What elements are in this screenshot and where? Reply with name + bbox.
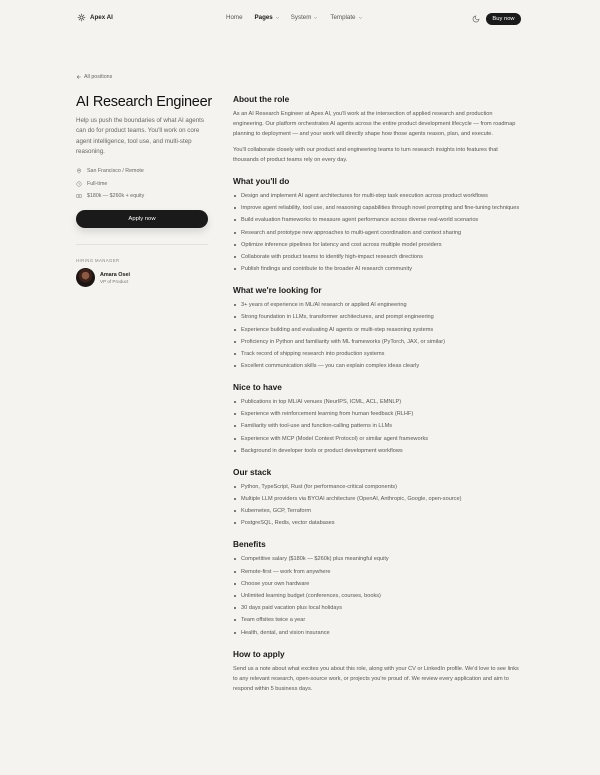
list-item: Improve agent reliability, tool use, and reasoning capabilities through novel prompting and fine-tuning techniques: [233, 203, 523, 213]
list-item: Choose your own hardware: [233, 579, 523, 589]
list-item: Build evaluation frameworks to measure agent performance across diverse real-world scenarios: [233, 215, 523, 225]
meta-type-text: Full-time: [87, 180, 108, 187]
nav-pages-label: Pages: [254, 14, 273, 21]
hiring-manager-card: [76, 268, 130, 287]
hiring-manager-role: VP of Product: [100, 278, 129, 284]
job-details: [233, 94, 523, 705]
section-title: Benefits: [233, 539, 266, 550]
list-item: Optimize inference pipelines for latency and cost across multiple model providers: [233, 240, 523, 250]
list-item: Experience with reinforcement learning from human feedback (RLHF): [233, 409, 523, 419]
divider: [76, 244, 208, 245]
bullet-list: [233, 397, 523, 456]
list-item: 3+ years of experience in ML/AI research or applied AI engineering: [233, 300, 523, 310]
chevron-down-icon: [358, 15, 363, 20]
moon-icon[interactable]: [472, 15, 480, 23]
main-nav: [226, 14, 363, 21]
clock-icon: [76, 181, 82, 187]
section-benefits: [233, 539, 523, 637]
top-navbar: [0, 0, 600, 38]
chevron-down-icon: [275, 15, 280, 20]
list-item: 30 days paid vacation plus local holidays: [233, 603, 523, 613]
list-item: Excellent communication skills — you can explain complex ideas clearly: [233, 361, 523, 371]
chevron-down-icon: [313, 15, 318, 20]
page-title: AI Research Engineer: [76, 94, 212, 110]
bullet-list: [233, 482, 523, 529]
nav-template[interactable]: [330, 14, 362, 21]
back-to-positions-link[interactable]: [76, 74, 112, 80]
brand-name: Apex AI: [90, 14, 113, 21]
section-title: Our stack: [233, 466, 272, 477]
about-paragraph: As an AI Research Engineer at Apex AI, you'll work at the intersection of applied research and production engineering. Our platform orchestrates AI agents across the entire product development lifecycle — from roadmap planning to deployment — and your work will directly shape how those agents reason, plan, and execute.: [233, 111, 516, 138]
nav-home-label: Home: [226, 14, 243, 21]
section-looking-for: [233, 285, 523, 371]
nav-system-label: System: [290, 14, 312, 21]
nav-pages[interactable]: [255, 14, 280, 21]
list-item: Publications in top ML/AI venues (NeurIPS, ICML, ACL, EMNLP): [233, 397, 523, 407]
list-item: Collaborate with product teams to identify high-impact research directions: [233, 252, 523, 262]
section-title: What you'll do: [233, 176, 290, 187]
arrow-left-icon: [76, 74, 82, 80]
list-item: PostgreSQL, Redis, vector databases: [233, 518, 523, 528]
how-to-apply-text: Send us a note about what excites you about this role, along with your CV or LinkedIn profile. We'd love to see links to any relevant research, open-source work, or projects you're proud of. We review every application and aim to respond within 5 business days.: [233, 665, 519, 692]
sparkle-gear-icon: [77, 13, 86, 22]
section-nice-to-have: [233, 382, 523, 456]
section-our-stack: [233, 467, 523, 529]
list-item: Competitive salary ($180k — $260k) plus meaningful equity: [233, 554, 523, 564]
back-link-label: All positions: [84, 74, 113, 80]
list-item: Familiarity with tool-use and function-calling patterns in LLMs: [233, 421, 523, 431]
section-what-youll-do: [233, 176, 523, 274]
brand-logo-link[interactable]: [77, 13, 113, 22]
buy-now-button[interactable]: Buy now: [486, 13, 521, 25]
section-about: [233, 94, 523, 165]
bullet-list: [233, 191, 523, 274]
meta-type: [76, 178, 144, 191]
section-title: About the role: [233, 94, 290, 104]
job-meta-list: [76, 165, 144, 203]
list-item: Kubernetes, GCP, Terraform: [233, 506, 523, 516]
hiring-manager-name: Amara Osei: [100, 271, 130, 278]
meta-salary: [76, 190, 144, 203]
nav-system[interactable]: [291, 14, 319, 21]
list-item: Publish findings and contribute to the broader AI research community: [233, 264, 523, 274]
list-item: Unlimited learning budget (conferences, courses, books): [233, 591, 523, 601]
list-item: Research and prototype new approaches to multi-agent coordination and context sharing: [233, 228, 523, 238]
list-item: Python, TypeScript, Rust (for performance-critical components): [233, 482, 523, 492]
section-how-to-apply: [233, 649, 523, 695]
list-item: Experience with MCP (Model Context Protocol) or similar agent frameworks: [233, 434, 523, 444]
list-item: Health, dental, and vision insurance: [233, 628, 523, 638]
job-description: Help us push the boundaries of what AI agents can do for product teams. You'll work on core agent intelligence, tool use, and multi-step reasoning.: [76, 117, 204, 155]
apply-now-button[interactable]: Apply now: [76, 210, 208, 228]
meta-location-text: San Francisco / Remote: [87, 168, 144, 175]
hiring-manager-label: HIRING MANAGER: [76, 258, 120, 263]
nav-home[interactable]: [226, 14, 243, 21]
list-item: Background in developer tools or product development workflows: [233, 446, 523, 456]
map-pin-icon: [76, 168, 82, 174]
nav-template-label: Template: [330, 14, 356, 21]
section-title: What we're looking for: [233, 285, 322, 296]
list-item: Experience building and evaluating AI agents or multi-step reasoning systems: [233, 325, 523, 335]
meta-salary-text: $180k — $260k + equity: [87, 193, 145, 200]
banknote-icon: [76, 193, 82, 199]
bullet-list: [233, 300, 523, 371]
section-title: Nice to have: [233, 382, 282, 393]
list-item: Remote-first — work from anywhere: [233, 567, 523, 577]
list-item: Strong foundation in LLMs, transformer architectures, and prompt engineering: [233, 312, 523, 322]
meta-location: [76, 165, 144, 178]
about-paragraph: You'll collaborate closely with our product and engineering teams to turn research insights into features that thousands of product teams rely on every day.: [233, 146, 498, 163]
list-item: Proficiency in Python and familiarity with ML frameworks (PyTorch, JAX, or similar): [233, 337, 523, 347]
list-item: Track record of shipping research into production systems: [233, 349, 523, 359]
list-item: Team offsites twice a year: [233, 615, 523, 625]
list-item: Design and implement AI agent architectures for multi-step task execution across product workflows: [233, 191, 523, 201]
list-item: Multiple LLM providers via BYOAI architecture (OpenAI, Anthropic, Google, open-source): [233, 494, 523, 504]
section-title: How to apply: [233, 648, 285, 659]
bullet-list: [233, 554, 523, 637]
avatar: [76, 268, 95, 287]
